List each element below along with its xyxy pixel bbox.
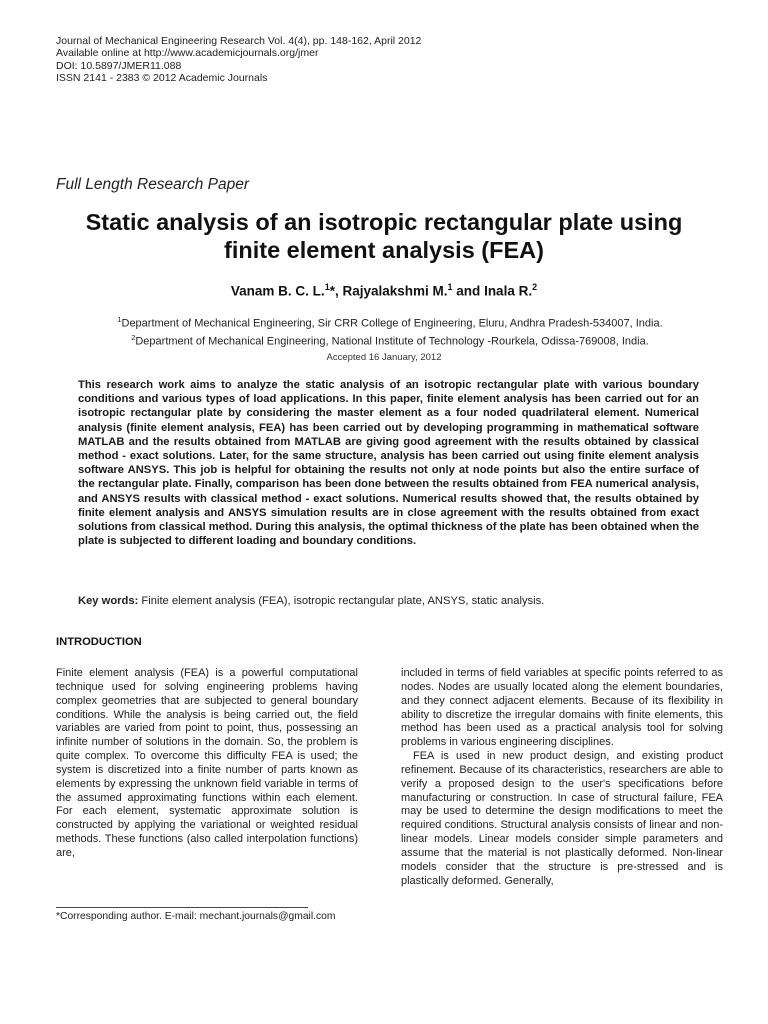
online-availability: Available online at http://www.academicjournals.org/jmer <box>56 47 319 60</box>
affiliation-text: Department of Mechanical Engineering, Sir CRR College of Engineering, Eluru, Andhra Pradesh-534007, India. <box>121 317 663 330</box>
title-line-1: Static analysis of an isotropic rectangular plate using <box>85 209 683 235</box>
keywords <box>78 594 699 608</box>
author-affil-ref: 1 <box>324 282 330 292</box>
abstract: This research work aims to analyze the static analysis of an isotropic rectangular plate with various boundary conditions and various types of load applications. In this paper, finite element analysis has been carried out for an isotropic rectangular plate by considering the master element as a four noded quadrilateral element. Numerical analysis (finite element analysis, FEA) has been carried out by developing programming in mathematical software MATLAB and the results obtained from MATLAB are giving good agreement with the results obtained by classical method - exact solutions. Later, for the same structure, analysis has been carried out using finite element analysis software ANSYS. This job is helpful for obtaining the results not only at node points but also the entire surface of the rectangular plate. Finally, comparison has been done between the results obtained from FEA numerical analysis, and ANSYS results with classical method - exact solutions. Numerical results showed that, the results obtained by finite element analysis and ANSYS simulation results are in close agreement with the results obtained from exact solutions from classical method. During this analysis, the optimal thickness of the plate has been obtained when the plate is subjected to different loading and boundary conditions. <box>78 379 699 548</box>
document-type: Full Length Research Paper <box>56 176 250 193</box>
author-affil-ref: 1 <box>447 282 453 292</box>
author-conjunction: and <box>452 283 485 299</box>
body-column-right <box>401 667 723 889</box>
keywords-text: Finite element analysis (FEA), isotropic rectangular plate, ANSYS, static analysis. <box>138 595 545 607</box>
journal-citation: Journal of Mechanical Engineering Research Vol. 4(4), pp. 148-162, April 2012 <box>56 35 422 47</box>
corresponding-mark: * <box>329 283 335 299</box>
author-affil-ref: 2 <box>532 282 538 292</box>
author-name: Rajyalakshmi M. <box>342 283 448 299</box>
footnote-divider <box>56 907 308 908</box>
affiliations <box>40 313 740 350</box>
body-paragraph: Finite element analysis (FEA) is a powerful computational technique used for solving engineering problems having complex geometries that are subjected to general boundary conditions. While the analysis is being carried out, the field variables are varied from point to point, thus, possessing an infinite number of solutions in the domain. So, the problem is quite complex. To overcome this difficulty FEA is used; the system is discretized into a finite number of parts known as elements by expressing the unknown field variable in terms of the assumed approximating functions within each element. For each element, systematic approximate solution is constructed by applying the variational or weighted residual methods. These functions (also called interpolation functions) are, <box>56 667 358 859</box>
body-paragraph: FEA is used in new product design, and existing product refinement. Because of its characteristics, researchers are able to verify a proposed design to the user's specifications before manufacturing or construction. In case of structural failure, FEA may be used to determine the design modifications to meet the required conditions. Structural analysis consists of linear and non-linear models. Linear models consider simple parameters and assume that the material is not plastically deformed. Non-linear models consider that the structure is pre-stressed and is plastically deformed. Generally, <box>401 750 723 887</box>
accepted-date: Accepted 16 January, 2012 <box>326 352 442 363</box>
journal-header <box>56 35 421 85</box>
issn: ISSN 2141 - 2383 © 2012 Academic Journals <box>56 72 268 85</box>
affiliation <box>40 313 740 331</box>
body-paragraph: included in terms of field variables at specific points referred to as nodes. Nodes are usually located along the element boundaries, and they connect adjacent elements. Because of its flexibility in ability to discretize the irregular domains with finite elements, this method has been used as a practical analysis tool for solving problems in various engineering disciplines. <box>401 667 723 749</box>
affiliation <box>40 331 740 349</box>
author-separator: , <box>334 283 343 299</box>
keywords-label: Key words: <box>78 595 139 607</box>
author-list <box>40 282 728 299</box>
doi: DOI: 10.5897/JMER11.088 <box>56 59 182 72</box>
body-column-left <box>56 667 358 861</box>
affiliation-number: 2 <box>131 333 136 343</box>
author-name: Inala R. <box>484 283 533 299</box>
paper-title <box>40 208 728 264</box>
affiliation-text: Department of Mechanical Engineering, National Institute of Technology -Rourkela, Odissa-769008, India. <box>135 335 649 348</box>
affiliation-number: 1 <box>117 315 122 324</box>
author-name: Vanam B. C. L. <box>230 283 325 299</box>
title-line-2: finite element analysis (FEA) <box>224 237 544 263</box>
section-heading-introduction: INTRODUCTION <box>56 636 142 648</box>
corresponding-author-footnote: *Corresponding author. E-mail: mechant.journals@gmail.com <box>56 911 336 922</box>
